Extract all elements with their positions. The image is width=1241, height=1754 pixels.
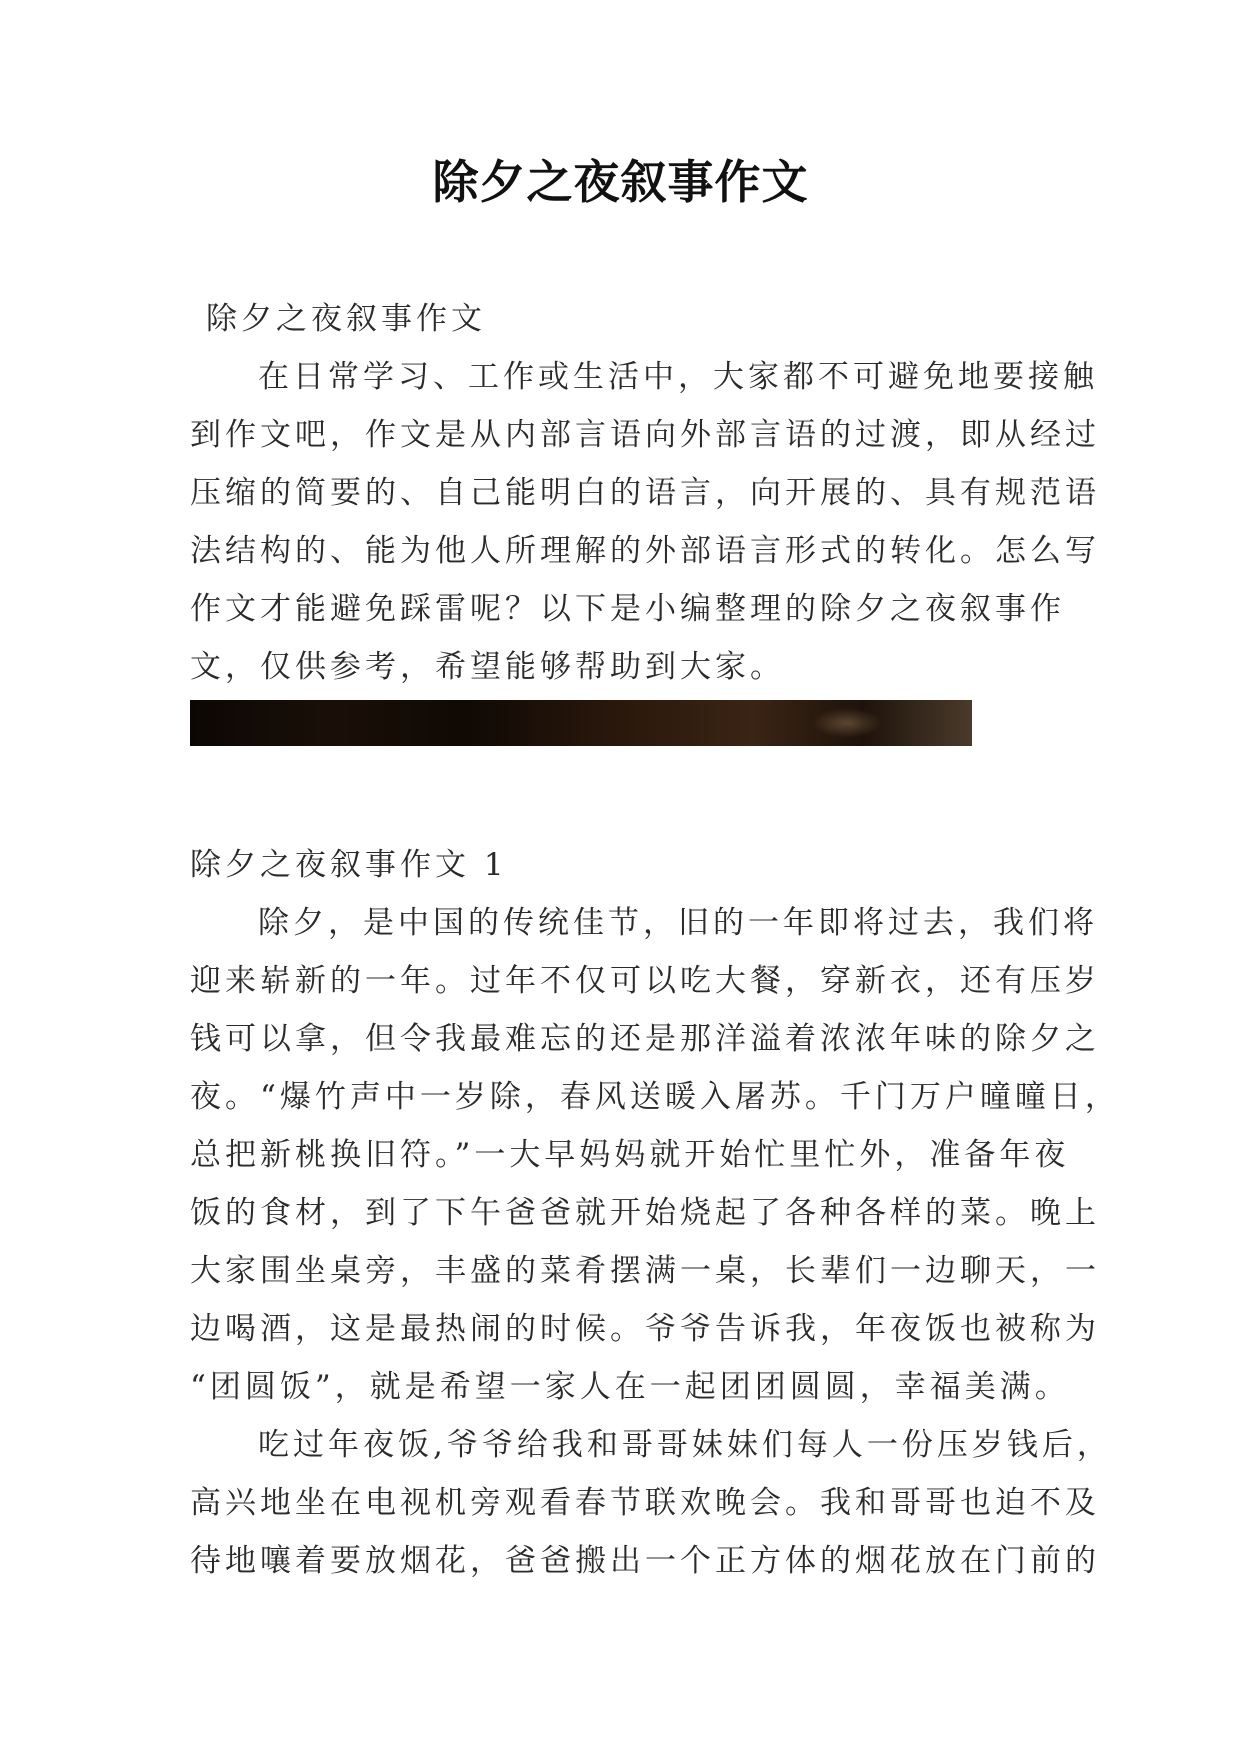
intro-line: 在日常学习、工作或生活中，大家都不可避免地要接触 — [258, 359, 1098, 395]
intro-heading: 除夕之夜叙事作文 — [206, 301, 486, 337]
paragraph-line: 待地嚷着要放烟花，爸爸搬出一个正方体的烟花放在门前的 — [190, 1543, 1100, 1579]
intro-line: 法结构的、能为他人所理解的外部语言形式的转化。怎么写 — [190, 533, 1100, 569]
intro-line: 到作文吧，作文是从内部言语向外部言语的过渡，即从经过 — [190, 417, 1100, 453]
document-body — [190, 290, 1120, 1590]
page-title: 除夕之夜叙事作文 — [432, 155, 809, 209]
banner-image — [190, 700, 972, 746]
paragraph-line: 边喝酒，这是最热闹的时候。爷爷告诉我，年夜饭也被称为 — [190, 1311, 1100, 1347]
paragraph-line: 迎来崭新的一年。过年不仅可以吃大餐，穿新衣，还有压岁 — [190, 963, 1100, 999]
paragraph-line: 饭的食材，到了下午爸爸就开始烧起了各种各样的菜。晚上 — [190, 1195, 1100, 1231]
section-heading: 除夕之夜叙事作文 1 — [190, 847, 508, 883]
paragraph-line: 总把新桃换旧符。”一大早妈妈就开始忙里忙外，准备年夜 — [190, 1137, 1070, 1173]
intro-line: 压缩的简要的、自己能明白的语言，向开展的、具有规范语 — [190, 475, 1100, 511]
paragraph-line: 夜。“爆竹声中一岁除，春风送暖入屠苏。千门万户曈曈日， — [190, 1079, 1120, 1115]
paragraph-line: 高兴地坐在电视机旁观看春节联欢晚会。我和哥哥也迫不及 — [190, 1485, 1100, 1521]
section-paragraph-2 — [190, 1416, 1112, 1590]
intro-line: 作文才能避免踩雷呢？以下是小编整理的除夕之夜叙事作 — [190, 591, 1065, 627]
paragraph-line: 吃过年夜饭,爷爷给我和哥哥妹妹们每人一份压岁钱后， — [258, 1427, 1112, 1463]
paragraph-line: 大家围坐桌旁，丰盛的菜肴摆满一桌，长辈们一边聊天，一 — [190, 1253, 1100, 1289]
intro-line: 文，仅供参考，希望能够帮助到大家。 — [190, 649, 785, 685]
intro-paragraph — [190, 348, 1100, 696]
paragraph-line: 钱可以拿，但令我最难忘的还是那洋溢着浓浓年味的除夕之 — [190, 1021, 1100, 1057]
paragraph-line: 除夕，是中国的传统佳节，旧的一年即将过去，我们将 — [258, 905, 1098, 941]
section-paragraph-1 — [190, 894, 1120, 1416]
paragraph-line: “团圆饭”，就是希望一家人在一起团团圆圆，幸福美满。 — [190, 1369, 1070, 1405]
